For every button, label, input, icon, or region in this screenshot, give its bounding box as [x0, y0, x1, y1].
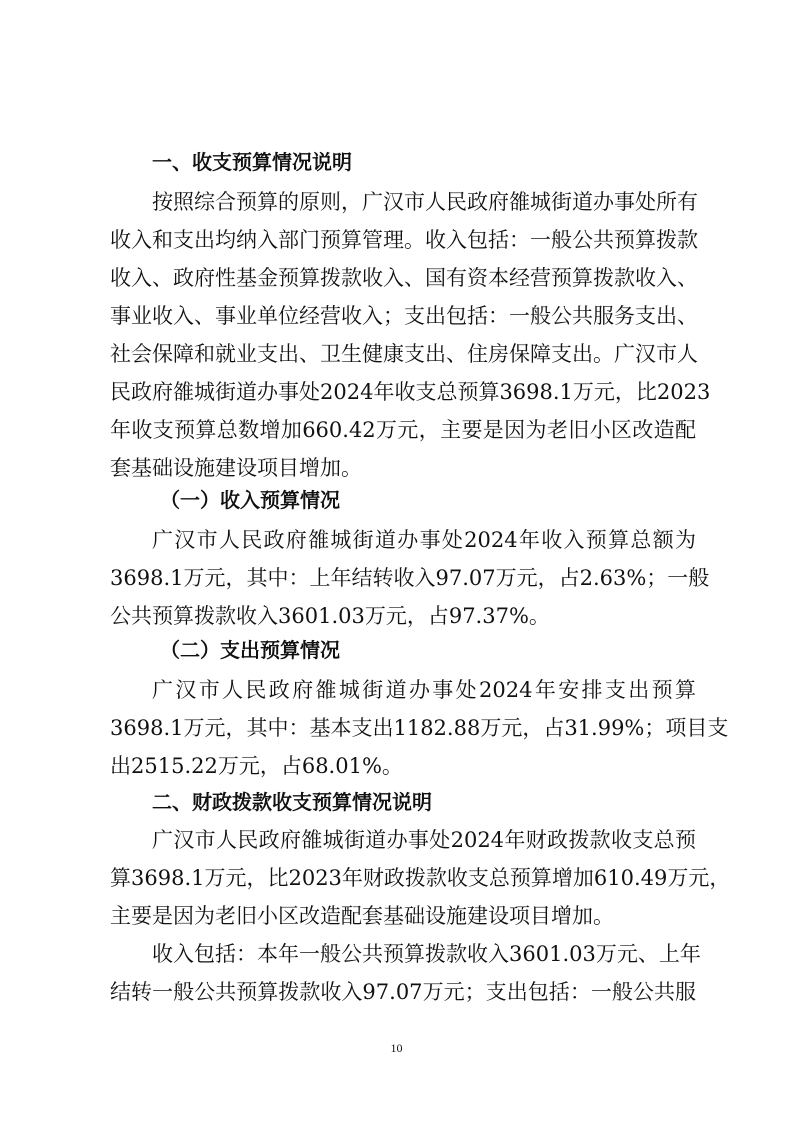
paragraph-line: 算3698.1万元，比2023年财政拨款收支总预算增加610.49万元， — [110, 866, 731, 890]
paragraph-line: 出2515.22万元，占68.01%。 — [110, 754, 403, 778]
section-heading-fiscal-allocation: 二、财政拨款收支预算情况说明 — [152, 790, 432, 814]
paragraph-line: 套基础设施建设项目增加。 — [110, 456, 362, 480]
paragraph-line: 收入包括：本年一般公共预算拨款收入3601.03万元、上年 — [152, 942, 701, 966]
section-heading-budget-overview: 一、收支预算情况说明 — [152, 150, 352, 174]
paragraph-line: 按照综合预算的原则，广汉市人民政府雒城街道办事处所有 — [152, 190, 698, 214]
paragraph-line: 主要是因为老旧小区改造配套基础设施建设项目增加。 — [110, 904, 614, 928]
paragraph-line: 事业收入、事业单位经营收入；支出包括：一般公共服务支出、 — [110, 304, 698, 328]
subsection-heading-expenditure: （二）支出预算情况 — [160, 638, 340, 662]
paragraph-line: 广汉市人民政府雒城街道办事处2024年安排支出预算 — [152, 678, 696, 702]
paragraph-line: 3698.1万元，其中：上年结转收入97.07万元，占2.63%；一般 — [110, 566, 710, 590]
page-number: 10 — [390, 1041, 403, 1055]
paragraph-line: 3698.1万元，其中：基本支出1182.88万元，占31.99%；项目支 — [110, 716, 729, 740]
paragraph-line: 广汉市人民政府雒城街道办事处2024年财政拨款收支总预 — [152, 828, 696, 852]
paragraph-line: 结转一般公共预算拨款收入97.07万元；支出包括：一般公共服 — [110, 980, 696, 1004]
paragraph-line: 收入和支出均纳入部门预算管理。收入包括：一般公共预算拨款 — [110, 228, 698, 252]
paragraph-line: 收入、政府性基金预算拨款收入、国有资本经营预算拨款收入、 — [110, 266, 698, 290]
paragraph-line: 公共预算拨款收入3601.03万元，占97.37%。 — [110, 604, 550, 628]
paragraph-line: 广汉市人民政府雒城街道办事处2024年收入预算总额为 — [152, 528, 696, 552]
paragraph-line: 年收支预算总数增加660.42万元，主要是因为老旧小区改造配 — [110, 418, 696, 442]
subsection-heading-income: （一）收入预算情况 — [160, 488, 340, 512]
paragraph-line: 民政府雒城街道办事处2024年收支总预算3698.1万元，比2023 — [110, 380, 711, 404]
paragraph-line: 社会保障和就业支出、卫生健康支出、住房保障支出。广汉市人 — [110, 342, 698, 366]
